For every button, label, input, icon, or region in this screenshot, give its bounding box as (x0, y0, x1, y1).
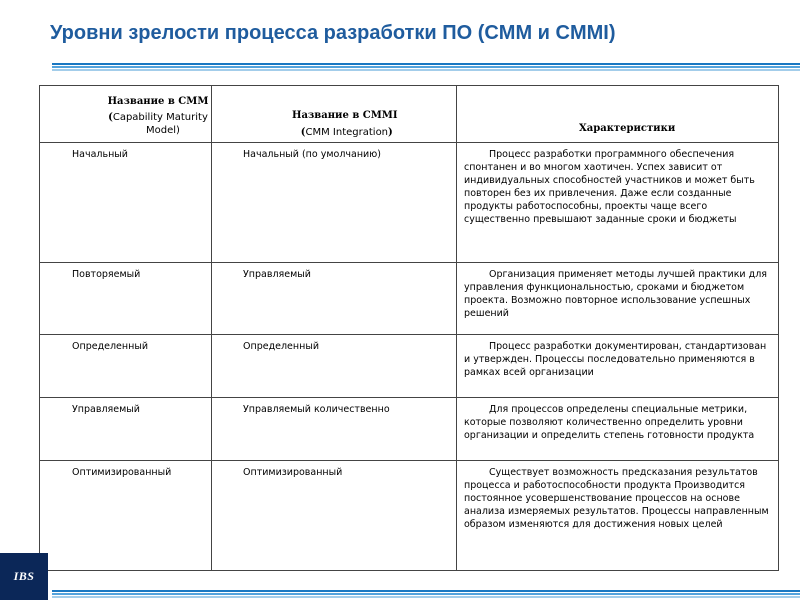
table-row (40, 143, 779, 263)
cell-cmm-level: Определенный (40, 335, 212, 398)
cell-description: Организация применяет методы лучшей практики для управления функциональностью, сроками и бюджетом проекта. Возможно повторное использование успешных решений (457, 263, 779, 335)
table-row (40, 263, 779, 335)
header-cmmi-title: Название в CMMI (292, 110, 398, 121)
cell-description: Процесс разработки программного обеспечения спонтанен и во многом хаотичен. Успех зависит от индивидуальных способностей участников и может быть повторен без их привлечения. Даже если созданные продукты работоспособны, проекты чаще всего существенно превышают заданные сроки и бюджеты (457, 143, 779, 263)
header-cmm-subtitle-2: Model) (146, 125, 180, 136)
cell-description: Для процессов определены специальные метрики, которые позволяют количественно определить уровни организации и определить степень готовности продукта (457, 398, 779, 461)
header-cmmi-name (212, 86, 457, 143)
header-cmm-paren: ( (108, 112, 113, 123)
cell-description: Процесс разработки документирован, стандартизован и утвержден. Процессы последовательно применяются в рамках всей организации (457, 335, 779, 398)
table-row (40, 335, 779, 398)
header-characteristics-label: Характеристики (579, 123, 676, 134)
table-row (40, 398, 779, 461)
title-underline-rule (52, 63, 800, 72)
cell-description: Существует возможность предсказания результатов процесса и работоспособности продукта Производится постоянное усовершенствование процессов на основе анализа измеряемых результатов. Процессы направленным образом изменяются для достижения новых целей (457, 461, 779, 571)
maturity-levels-table (39, 85, 779, 571)
cell-cmmi-level: Управляемый (212, 263, 457, 335)
cell-cmm-level: Управляемый (40, 398, 212, 461)
header-cmm-title: Название в CMM (107, 96, 209, 107)
header-characteristics (457, 86, 779, 143)
header-cmm-subtitle: Capability Maturity (112, 112, 208, 123)
cell-cmmi-level: Начальный (по умолчанию) (212, 143, 457, 263)
header-cmmi-subtitle: CMM Integration (305, 127, 389, 138)
header-cmmi-paren-open: ( (300, 127, 306, 138)
header-cmmi-paren-close: ) (388, 127, 393, 138)
header-cmm-name (40, 86, 212, 143)
slide-title: Уровни зрелости процесса разработки ПО (CMM и CMMI) (50, 22, 616, 44)
cell-cmm-level: Повторяемый (40, 263, 212, 335)
cell-cmmi-level: Определенный (212, 335, 457, 398)
cell-cmm-level: Начальный (40, 143, 212, 263)
table-header-row (40, 86, 779, 143)
cell-cmmi-level: Управляемый количественно (212, 398, 457, 461)
cell-cmmi-level: Оптимизированный (212, 461, 457, 571)
table-row (40, 461, 779, 571)
footer-rule (52, 590, 800, 598)
ibs-logo: IBS (0, 553, 48, 600)
cell-cmm-level: Оптимизированный (40, 461, 212, 571)
